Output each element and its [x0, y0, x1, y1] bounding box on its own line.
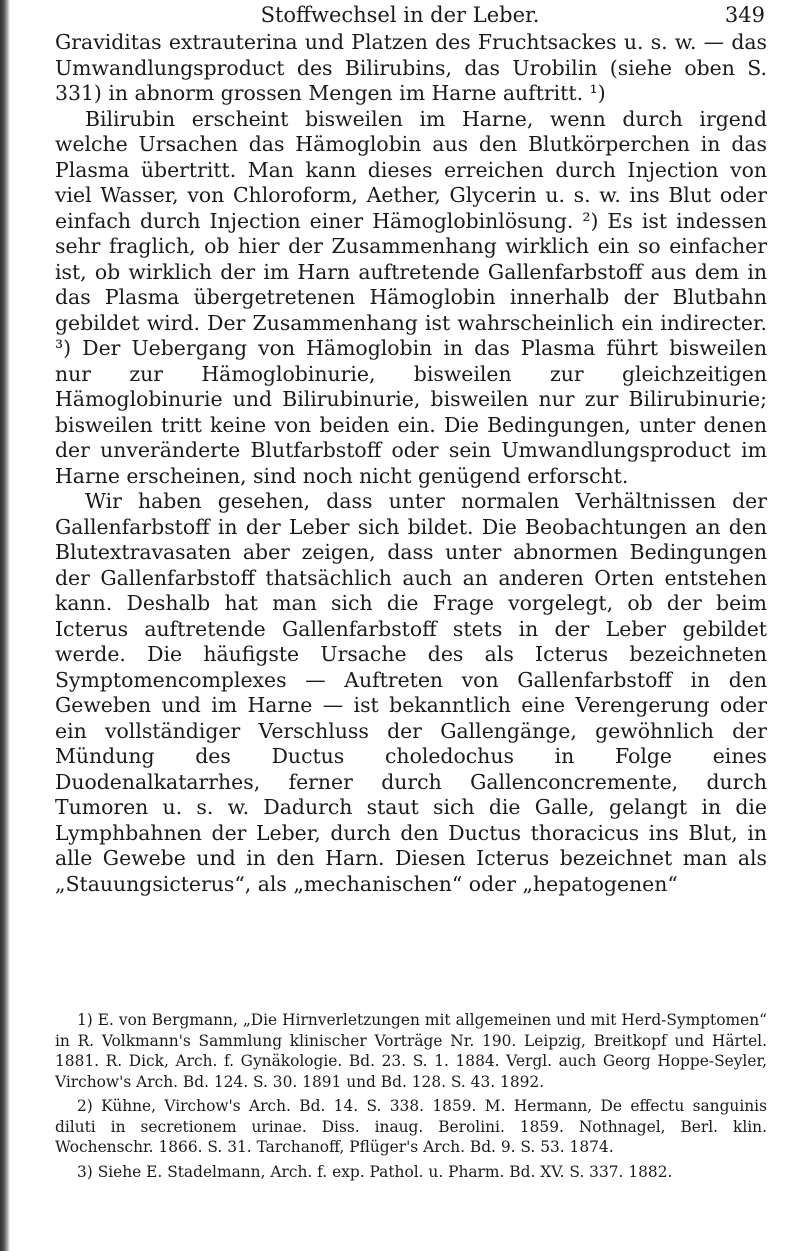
running-title: Stoffwechsel in der Leber.	[260, 3, 540, 27]
footnote-2: 2) Kühne, Virchow's Arch. Bd. 14. S. 338. 1859. M. Hermann, De effectu sanguinis diluti in secretionem urinae. Diss. inaug. Berolini. 1859. Nothnagel, Berl. klin. Wochenschr. 1866. S. 31. Tarchanoff, Pflüger's Arch. Bd. 9. S. 53. 1874.	[55, 1097, 767, 1156]
footnote-1: 1) E. von Bergmann, „Die Hirnverletzungen mit allgemeinen und mit Herd-Symptomen“ in R. Volkmann's Sammlung klinischer Vorträge Nr. 190. Leipzig, Breitkopf und Härtel. 1881. R. Dick, Arch. f. Gynäkologie. Bd. 23. S. 1. 1884. Vergl. auch Georg Hoppe-Seyler, Virchow's Arch. Bd. 124. S. 30. 1891 und Bd. 128. S. 43. 1892.	[55, 1011, 767, 1091]
body-text	[55, 30, 767, 897]
page-number: 349	[724, 3, 765, 27]
paragraph-icterus: Wir haben gesehen, dass unter normalen Verhältnissen der Gallenfarbstoff in der Leber sich bildet. Die Beobachtungen an den Blutextravasaten aber zeigen, dass unter abnormen Bedingungen der Gallenfarbstoff thatsächlich auch an anderen Orten entstehen kann. Deshalb hat man sich die Frage vorgelegt, ob der beim Icterus auftretende Gallenfarbstoff stets in der Leber gebildet werde. Die häufigste Ursache des als Icterus bezeichneten Symptomencomplexes — Auftreten von Gallenfarbstoff in den Geweben und im Harne — ist bekanntlich eine Verengerung oder ein vollständiger Verschluss der Gallengänge, gewöhnlich der Mündung des Ductus choledochus in Folge eines Duodenalkatarrhes, ferner durch Gallenconcremente, durch Tumoren u. s. w. Dadurch staut sich die Galle, gelangt in die Lymphbahnen der Leber, durch den Ductus thoracicus ins Blut, in alle Gewebe und in den Harn. Diesen Icterus bezeichnet man als „Stauungsicterus“, als „mechanischen“ oder „hepatogenen“	[55, 489, 767, 896]
footnote-3: 3) Siehe E. Stadelmann, Arch. f. exp. Pathol. u. Pharm. Bd. XV. S. 337. 1882.	[77, 1162, 673, 1181]
footnotes	[55, 1010, 767, 1186]
page-binding-edge	[0, 0, 10, 1251]
paragraph-continuation: Graviditas extrauterina und Platzen des Fruchtsackes u. s. w. — das Umwandlungsproduct des Bilirubins, das Urobilin (siehe oben S. 331) in abnorm grossen Mengen im Harne auftritt. ¹)	[55, 30, 767, 105]
page-header	[0, 0, 800, 30]
paragraph-bilirubin-harn: Bilirubin erscheint bisweilen im Harne, wenn durch irgend welche Ursachen das Hämoglobin aus den Blutkörperchen in das Plasma übertritt. Man kann dieses erreichen durch Injection von viel Wasser, von Chloroform, Aether, Glycerin u. s. w. ins Blut oder einfach durch Injection einer Hämoglobinlösung. ²) Es ist indessen sehr fraglich, ob hier der Zusammenhang wirklich ein so einfacher ist, ob wirklich der im Harn auftretende Gallenfarbstoff aus dem in das Plasma übergetretenen Hämoglobin innerhalb der Blutbahn gebildet wird. Der Zusammenhang ist wahrscheinlich ein indirecter. ³) Der Uebergang von Hämoglobin in das Plasma führt bisweilen nur zur Hämoglobinurie, bisweilen zur gleichzeitigen Hämoglobinurie und Bilirubinurie, bisweilen nur zur Bilirubinurie; bisweilen tritt keine von beiden ein. Die Bedingungen, unter denen der unveränderte Blutfarbstoff oder sein Umwandlungsproduct im Harne erscheinen, sind noch nicht genügend erforscht.	[55, 106, 767, 488]
